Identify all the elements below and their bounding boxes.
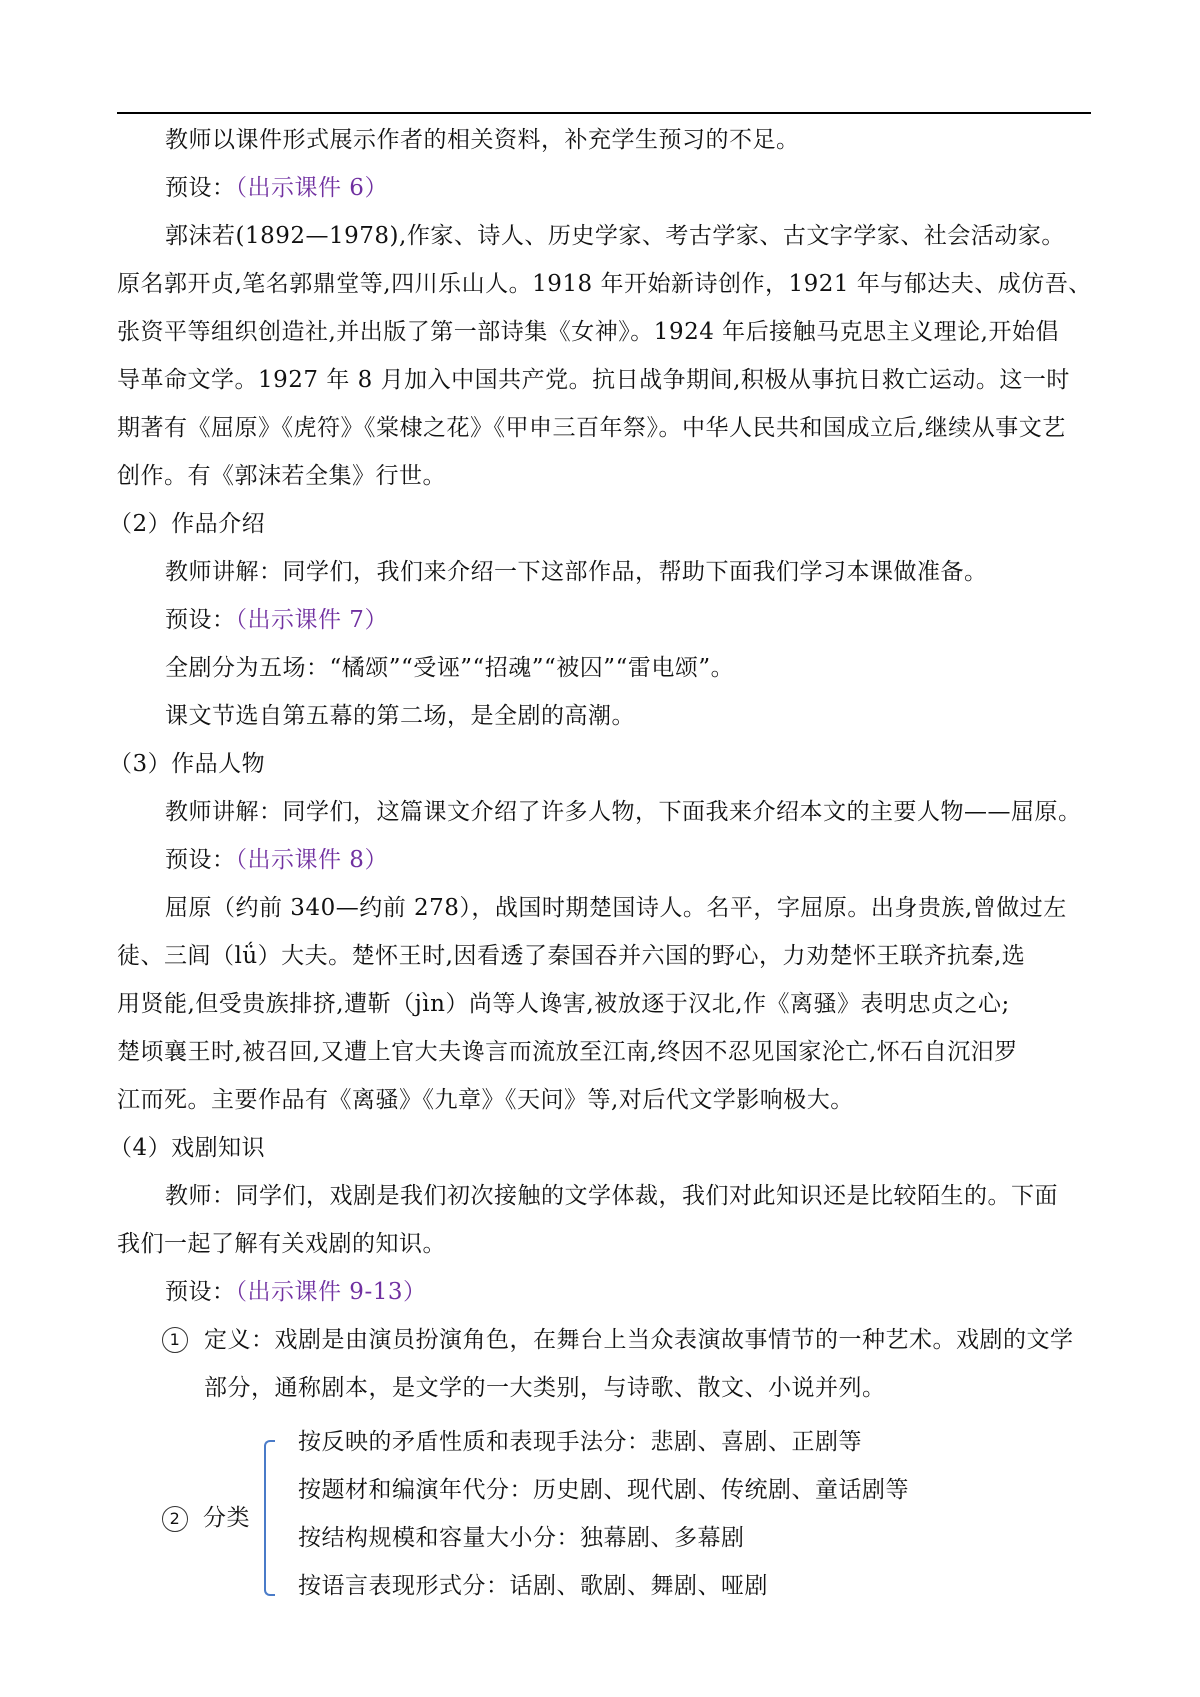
document-page xyxy=(109,116,1097,1630)
classification-line: 按语言表现形式分：话剧、歌剧、舞剧、哑剧 xyxy=(298,1573,768,1599)
header-rule xyxy=(117,112,1091,114)
classification-item xyxy=(117,1412,1097,1630)
classification-label: 分类 xyxy=(203,1505,250,1531)
preset-label: 预设： xyxy=(165,1279,236,1305)
preset-label: 预设： xyxy=(165,607,236,633)
classification-line: 按结构规模和容量大小分：独幕剧、多幕剧 xyxy=(298,1525,745,1551)
classification-list xyxy=(298,1418,909,1610)
preset-label: 预设： xyxy=(165,847,236,873)
quyuan-bio-line: 屈原（约前 340—约前 278），战国时期楚国诗人。名平，字屈原。出身贵族,曾做过左 xyxy=(165,895,1067,921)
preset-line-8 xyxy=(117,836,1097,884)
section-heading-characters: （3）作品人物 xyxy=(109,751,266,777)
teacher-line-work: 教师讲解：同学们，我们来介绍一下这部作品，帮助下面我们学习本课做准备。 xyxy=(165,559,988,585)
preset-line-9-13 xyxy=(117,1268,1097,1316)
preset-note: （出示课件 6） xyxy=(235,175,388,201)
quyuan-bio-line: 用贤能,但受贵族排挤,遭靳（jìn）尚等人谗害,被放逐于汉北,作《离骚》表明忠贞之心; xyxy=(117,991,1010,1017)
work-line: 课文节选自第五幕的第二场，是全剧的高潮。 xyxy=(165,703,635,729)
brace-bracket xyxy=(264,1446,276,1590)
preset-note: （出示课件 7） xyxy=(235,607,388,633)
preset-note: （出示课件 9-13） xyxy=(235,1279,427,1305)
classification-line: 按题材和编演年代分：历史剧、现代剧、传统剧、童话剧等 xyxy=(298,1477,909,1503)
author-bio-line: 导革命文学。1927 年 8 月加入中国共产党。抗日战争期间,积极从事抗日救亡运动。这一时 xyxy=(117,367,1070,393)
author-bio-line: 张资平等组织创造社,并出版了第一部诗集《女神》。1924 年后接触马克思主义理论,开始倡 xyxy=(117,319,1059,345)
teacher-line-characters: 教师讲解：同学们，这篇课文介绍了许多人物，下面我来介绍本文的主要人物——屈原。 xyxy=(165,799,1082,825)
preset-label: 预设： xyxy=(165,175,236,201)
preset-line-6 xyxy=(117,164,1097,212)
teacher-line-author: 教师以课件形式展示作者的相关资料，补充学生预习的不足。 xyxy=(165,127,800,153)
section-heading-work-intro: （2）作品介绍 xyxy=(109,511,266,537)
circled-number-1: 1 xyxy=(162,1327,188,1353)
work-line: 全剧分为五场：“橘颂”“受诬”“招魂”“被囚”“雷电颂”。 xyxy=(165,655,735,681)
section-heading-drama: （4）戏剧知识 xyxy=(109,1135,266,1161)
author-bio-line: 创作。有《郭沫若全集》行世。 xyxy=(117,463,446,489)
teacher-line-drama: 我们一起了解有关戏剧的知识。 xyxy=(117,1231,446,1257)
preset-note: （出示课件 8） xyxy=(235,847,388,873)
definition-line: 部分，通称剧本，是文学的一大类别，与诗歌、散文、小说并列。 xyxy=(204,1375,886,1401)
author-bio-line: 郭沫若(1892—1978),作家、诗人、历史学家、考古学家、古文字学家、社会活动家。 xyxy=(165,223,1065,249)
quyuan-bio-line: 徒、三闾（lǘ）大夫。楚怀王时,因看透了秦国吞并六国的野心，力劝楚怀王联齐抗秦,选 xyxy=(117,943,1026,969)
quyuan-bio-line: 江而死。主要作品有《离骚》《九章》《天问》等,对后代文学影响极大。 xyxy=(117,1087,854,1113)
definition-item xyxy=(117,1316,1097,1412)
quyuan-bio-line: 楚顷襄王时,被召回,又遭上官大夫谗言而流放至江南,终因不忍见国家沦亡,怀石自沉汨罗 xyxy=(117,1039,1018,1065)
author-bio-line: 期著有《屈原》《虎符》《棠棣之花》《甲申三百年祭》。中华人民共和国成立后,继续从事文艺 xyxy=(117,415,1066,441)
classification-line: 按反映的矛盾性质和表现手法分：悲剧、喜剧、正剧等 xyxy=(298,1429,862,1455)
definition-line: 定义：戏剧是由演员扮演角色，在舞台上当众表演故事情节的一种艺术。戏剧的文学 xyxy=(204,1327,1074,1353)
teacher-line-drama: 教师：同学们，戏剧是我们初次接触的文学体裁，我们对此知识还是比较陌生的。下面 xyxy=(165,1183,1058,1209)
circled-number-2: 2 xyxy=(162,1506,188,1532)
author-bio-line: 原名郭开贞,笔名郭鼎堂等,四川乐山人。1918 年开始新诗创作，1921 年与郁达夫、成仿吾、 xyxy=(117,271,1092,297)
preset-line-7 xyxy=(117,596,1097,644)
